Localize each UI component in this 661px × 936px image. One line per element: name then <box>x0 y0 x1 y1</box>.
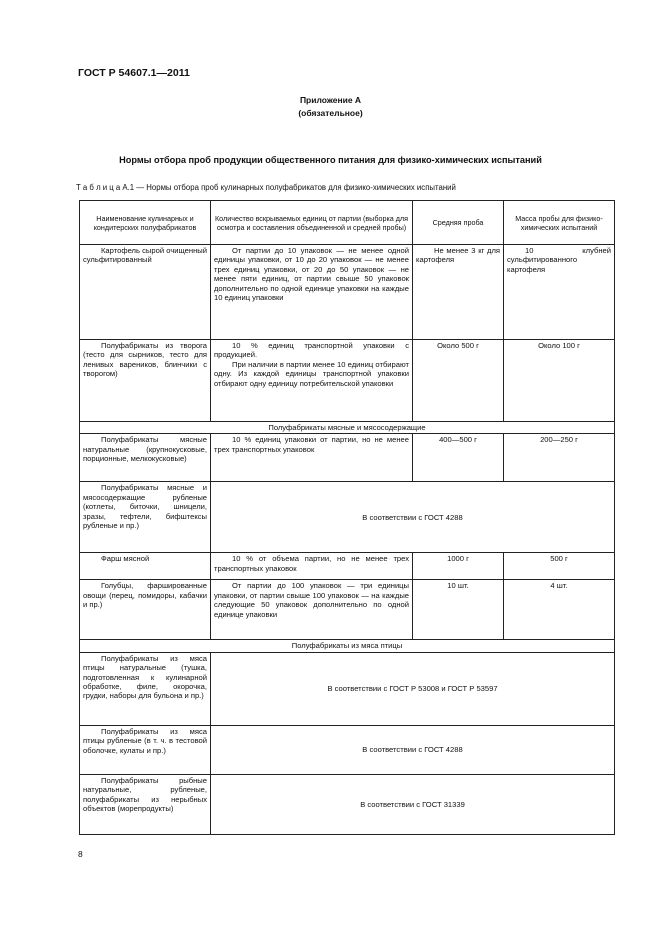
table-header-row <box>80 201 615 245</box>
quantity-cell <box>211 580 413 640</box>
header-quantity: Количество вскрываемых единиц от партии (выборка для осмотра и составления объединенной и средней пробы) <box>211 201 413 245</box>
header-test-mass: Масса пробы для физико-химических испытаний <box>504 201 615 245</box>
page-number: 8 <box>78 849 83 859</box>
average-sample-cell: 400—500 г <box>413 434 504 482</box>
section-title: Нормы отбора проб продукции общественного питания для физико-химических испытаний <box>119 155 542 165</box>
table-row <box>80 580 615 640</box>
table-row <box>80 434 615 482</box>
test-mass-cell: 200—250 г <box>504 434 615 482</box>
average-sample-cell: 10 шт. <box>413 580 504 640</box>
quantity-cell <box>211 340 413 422</box>
quantity-text: 10 % единиц транспортной упаковки с продукцией. <box>214 341 409 360</box>
quantity-text: От партии до 100 упаковок — три единицы упаковки, от партии свыше 100 упаковок — на каждые следующие 50 упаковок дополнительно по одной единице упаковки <box>214 581 409 619</box>
annex-status: (обязательное) <box>298 108 363 118</box>
quantity-cell <box>211 553 413 580</box>
sampling-norms-table <box>79 200 615 835</box>
test-mass-text: 10 клубней сульфитированного картофеля <box>507 246 611 274</box>
table-row <box>80 774 615 834</box>
product-name-cell: Полуфабрикаты мясные и мясосодержащие рубленые (котлеты, биточки, шницели, зразы, тефтели, бифштексы рубленые и пр.) <box>80 482 211 553</box>
product-name-cell: Картофель сырой очищенный сульфитированный <box>80 245 211 340</box>
quantity-cell <box>211 245 413 340</box>
test-mass-cell <box>504 245 615 340</box>
quantity-cell <box>211 434 413 482</box>
average-sample-cell: 1000 г <box>413 553 504 580</box>
table-row <box>80 482 615 553</box>
table-group-row <box>80 422 615 434</box>
product-name-cell: Полуфабрикаты мясные натуральные (крупнокусковые, порционные, мелкокусковые) <box>80 434 211 482</box>
table-row <box>80 553 615 580</box>
quantity-text: От партии до 10 упаковок — не менее одной единицы упаковки, от 10 до 20 упаковок — не менее трех единиц упаковки, от 20 до 50 упаковок — не менее пяти единиц, от партии свыше 50 упаковок дополнительно по одной единице упаковки на каждые 10 единиц упаковки <box>214 246 409 303</box>
average-sample-cell <box>413 245 504 340</box>
standard-reference-cell: В соответствии с ГОСТ 4288 <box>211 725 615 774</box>
annex-heading <box>0 94 661 120</box>
annex-title: Приложение А <box>299 95 362 105</box>
standard-reference-cell: В соответствии с ГОСТ 31339 <box>211 774 615 834</box>
standard-reference-cell: В соответствии с ГОСТ Р 53008 и ГОСТ Р 53597 <box>211 652 615 725</box>
group-title: Полуфабрикаты из мяса птицы <box>80 640 615 652</box>
average-sample-cell: Около 500 г <box>413 340 504 422</box>
quantity-text: 10 % от объема партии, но не менее трех транспортных упаковок <box>214 554 409 573</box>
standard-reference-cell: В соответствии с ГОСТ 4288 <box>211 482 615 553</box>
table-row <box>80 652 615 725</box>
table-row <box>80 340 615 422</box>
product-name-cell: Полуфабрикаты из мяса птицы рубленые (в т. ч. в тестовой оболочке, кулаты и пр.) <box>80 725 211 774</box>
test-mass-cell: 500 г <box>504 553 615 580</box>
product-name-cell: Полуфабрикаты из творога (тесто для сырников, тесто для ленивых вареников, блинчики с творогом) <box>80 340 211 422</box>
product-name-cell: Полуфабрикаты рыбные натуральные, рубленые, полуфабрикаты из нерыбных объектов (морепродукты) <box>80 774 211 834</box>
test-mass-cell: Около 100 г <box>504 340 615 422</box>
table-row <box>80 725 615 774</box>
product-name-cell: Полуфабрикаты из мяса птицы натуральные (тушка, подготовленная к кулинарной обработке, филе, окорочка, грудки, наборы для бульона и пр.) <box>80 652 211 725</box>
quantity-text: 10 % единиц упаковки от партии, но не менее трех транспортных упаковок <box>214 435 409 454</box>
product-name-cell: Фарш мясной <box>80 553 211 580</box>
table-caption: Т а б л и ц а А.1 — Нормы отбора проб кулинарных полуфабрикатов для физико-химических испытаний <box>76 183 456 192</box>
group-title: Полуфабрикаты мясные и мясосодержащие <box>80 422 615 434</box>
product-name-cell: Голубцы, фаршированные овощи (перец, помидоры, кабачки и пр.) <box>80 580 211 640</box>
test-mass-cell: 4 шт. <box>504 580 615 640</box>
average-sample-text: Не менее 3 кг для картофеля <box>416 246 500 265</box>
header-average-sample: Средняя проба <box>413 201 504 245</box>
document-code: ГОСТ Р 54607.1—2011 <box>78 67 190 79</box>
table-group-row <box>80 640 615 652</box>
quantity-text: При наличии в партии менее 10 единиц отбирают одну. Из каждой единицы транспортной упаковки отбирают одну единицу потребительской упаковки <box>214 359 409 388</box>
header-product-name: Наименование кулинарных и кондитерских полуфабрикатов <box>80 201 211 245</box>
table-row <box>80 245 615 340</box>
